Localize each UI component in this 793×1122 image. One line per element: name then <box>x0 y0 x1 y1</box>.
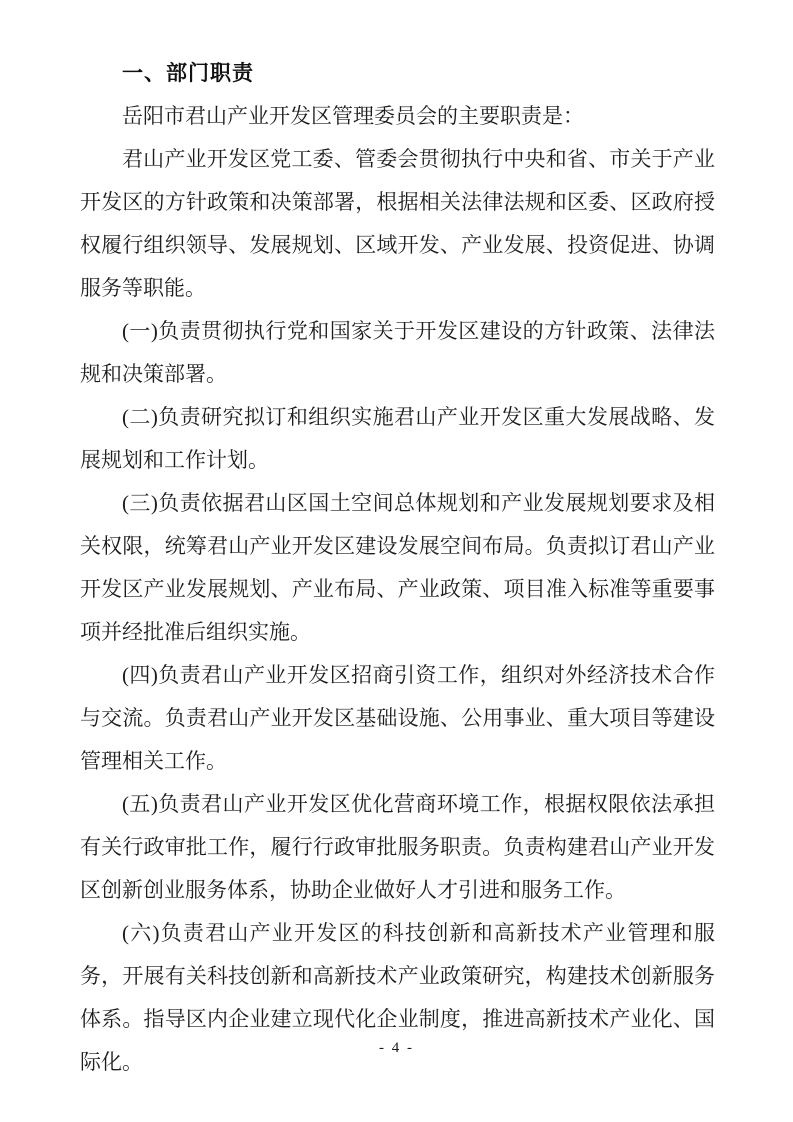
page-number: - 4 - <box>379 1040 414 1056</box>
paragraph-duty-4: (四)负责君山产业开发区招商引资工作，组织对外经济技术合作与交流。负责君山产业开发区基础设施、公用事业、重大项目等建设管理相关工作。 <box>80 663 715 773</box>
document-content <box>80 52 715 1084</box>
paragraph-intro: 岳阳市君山产业开发区管理委员会的主要职责是： <box>122 104 584 128</box>
paragraph-duty-5: (五)负责君山产业开发区优化营商环境工作，根据权限依法承担有关行政审批工作，履行行政审批服务职责。负责构建君山产业开发区创新创业服务体系，协助企业做好人才引进和服务工作。 <box>80 792 715 902</box>
paragraph-duty-1: (一)负责贯彻执行党和国家关于开发区建设的方针政策、法律法规和决策部署。 <box>80 319 715 386</box>
section-heading: 一、部门职责 <box>122 62 254 85</box>
paragraph-duty-3: (三)负责依据君山区国土空间总体规划和产业发展规划要求及相关权限，统筹君山产业开发区建设发展空间布局。负责拟订君山产业开发区产业发展规划、产业布局、产业政策、项目准入标准等重要事项并经批准后组织实施。 <box>80 491 715 644</box>
paragraph-overview: 君山产业开发区党工委、管委会贯彻执行中央和省、市关于产业开发区的方针政策和决策部署，根据相关法律法规和区委、区政府授权履行组织领导、发展规划、区域开发、产业发展、投资促进、协调服务等职能。 <box>80 147 715 300</box>
paragraph-duty-6: (六)负责君山产业开发区的科技创新和高新技术产业管理和服务，开展有关科技创新和高新技术产业政策研究，构建技术创新服务体系。指导区内企业建立现代化企业制度，推进高新技术产业化、国际化。 <box>80 921 715 1074</box>
paragraph-duty-2: (二)负责研究拟订和组织实施君山产业开发区重大发展战略、发展规划和工作计划。 <box>80 405 715 472</box>
